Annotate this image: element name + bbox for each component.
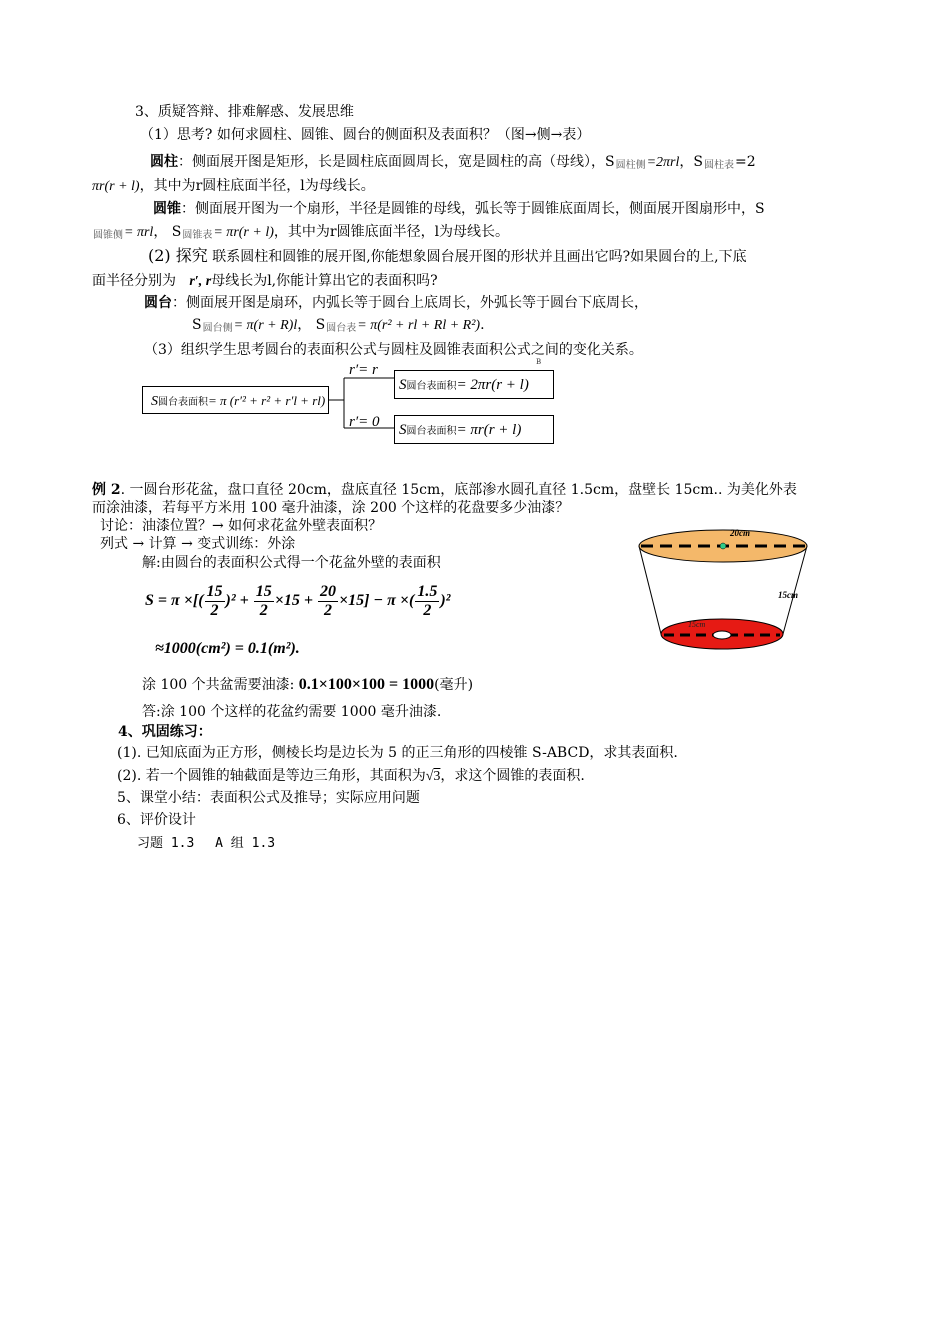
example-2-formula-1: [145, 580, 450, 622]
formula-eq: = π ×[(: [157, 592, 204, 609]
top-diameter-label: 20cm: [730, 528, 750, 538]
frustum-end: .: [480, 317, 485, 333]
formula-p4: )²: [440, 592, 451, 609]
cylinder-side-formula: =2πrl: [646, 155, 680, 170]
cone-label: 圆锥: [153, 201, 181, 217]
question-1: （1）思考? 如何求圆柱、圆锥、圆台的侧面积及表面积？（图→侧→表）: [140, 127, 591, 143]
diagram-top-formula: = 2πr(r + l): [456, 377, 529, 393]
example-2-discuss: 讨论：油漆位置？→ 如何求花盆外壁表面积？: [100, 518, 383, 534]
sqrt-symbol: √3: [425, 769, 441, 784]
cylinder-total-formula: πr(r + l): [92, 179, 140, 194]
fraction-4-den: 2: [423, 601, 432, 619]
example-2-answer: 答:涂 100 个这样的花盆约需要 1000 毫升油漆.: [142, 704, 442, 720]
cylinder-side-sub: 圆柱侧: [615, 160, 646, 171]
question-2-line2-a: 面半径分别为: [92, 273, 176, 289]
frustum-mid: ， S: [297, 317, 326, 333]
example-2-line-2: 而涂油漆，若每平方米用 100 毫升油漆，涂 200 个这样的花盘要多少油漆？: [92, 500, 570, 516]
diagram-tiny-mark: B: [536, 358, 542, 366]
diagram-top-s: S: [399, 377, 407, 393]
pot-left-edge: [639, 546, 661, 634]
question-2-line2-b: 母线长为l,你能计算出它的表面积吗?: [211, 273, 438, 289]
formula-p2: ×15 +: [274, 592, 318, 609]
cone-line-1: [153, 199, 765, 219]
diagram-cone-formula-box: [394, 415, 554, 444]
cylinder-total-sub: 圆柱表: [704, 160, 734, 171]
question-2-line-2: [92, 271, 438, 292]
diagram-bottom-formula: = πr(r + l): [456, 422, 522, 438]
paint-formula: 0.1×100×100 = 1000: [298, 676, 435, 693]
fraction-2-den: 2: [259, 601, 268, 619]
pot-top-center: [720, 543, 726, 549]
frustum-label: 圆台: [144, 295, 172, 311]
formula-s: S: [145, 592, 154, 609]
bottom-diameter-label: 15cm: [688, 620, 706, 629]
cone-total-formula: = πr(r + l): [213, 225, 274, 240]
section-4-title: 4、巩固练习：: [118, 724, 212, 740]
diagram-top-condition: r′= r: [349, 362, 378, 378]
frustum-side-sub: 圆台侧: [202, 323, 233, 334]
question-2-label: (2) 探究: [148, 246, 208, 265]
cone-side-formula: = πrl: [124, 225, 154, 240]
cylinder-mid: ，S: [679, 154, 703, 170]
example-2-solution: 解:由圆台的表面积公式得一个花盆外壁的表面积: [142, 555, 441, 571]
cylinder-line-2: [92, 176, 375, 197]
sqrt-value: 3: [433, 769, 441, 784]
cone-total-sub: 圆锥表: [182, 230, 213, 241]
question-2-var: r′, r: [189, 274, 212, 289]
cone-tail: ，其中为r圆锥底面半径，l为母线长。: [273, 224, 510, 240]
cylinder-tail: ，其中为r圆柱底面半径，l为母线长。: [139, 178, 375, 194]
exercise-2-a: (2). 若一个圆锥的轴截面是等边三角形，其面积为: [117, 768, 426, 784]
question-2-text: 联系圆柱和圆锥的展开图,你能想象圆台展开图的形状并且画出它吗?如果圆台的上,下底: [207, 249, 747, 265]
example-2-line-1: [92, 480, 797, 500]
question-3: （3）组织学生思考圆台的表面积公式与圆柱及圆锥表面积公式之间的变化关系。: [144, 342, 643, 358]
frustum-total-sub: 圆台表: [326, 323, 357, 334]
frustum-total-formula: = π(r² + rl + Rl + R²): [357, 318, 481, 333]
cylinder-eq: =2: [735, 154, 756, 170]
cone-side-sub: 圆锥侧: [93, 230, 123, 241]
cone-line-2: [92, 222, 509, 246]
diagram-frustum-formula-box: [142, 386, 329, 414]
formula-p3: ×15] − π ×(: [339, 592, 415, 609]
frustum-s: S: [192, 317, 202, 333]
question-2-line-1: [148, 246, 747, 267]
fraction-1: [205, 583, 225, 620]
paint-text: 涂 100 个共盆需要油漆:: [142, 677, 295, 693]
section-5-title: 5、课堂小结：表面积公式及推导；实际应用问题: [117, 790, 420, 806]
diagram-bottom-s: S: [399, 422, 407, 438]
diagram-bottom-sub: 圆台表面积: [406, 426, 457, 437]
paint-unit: (毫升): [434, 677, 474, 693]
example-2-formula-2: ≈1000(cm²) = 0.1(m²).: [155, 640, 300, 657]
diagram-cylinder-formula-box: [394, 370, 554, 399]
cone-mid: ， S: [153, 224, 182, 240]
exercise-2-b: ，求这个圆锥的表面积.: [440, 768, 585, 784]
frustum-side-formula: = π(r + R)l: [233, 318, 298, 333]
example-2-text-1: . 一圆台形花盆，盘口直径 20cm，盘底直径 15cm，底部渗水圆孔直径 1.5cm，盘壁长 15cm.. 为美化外表: [120, 482, 797, 498]
fraction-3-den: 2: [324, 601, 333, 619]
fraction-4-num: 1.5: [417, 582, 438, 600]
exercise-2: [117, 766, 585, 787]
flower-pot-figure: [630, 520, 815, 660]
fraction-3: [318, 583, 338, 620]
fraction-3-num: 20: [320, 582, 337, 600]
frustum-line-2: [192, 315, 485, 339]
example-2-paint-line: [142, 675, 473, 695]
diagram-left-s: S: [151, 394, 158, 409]
exercise-1: (1). 已知底面为正方形，侧棱长均是边长为 5 的正三角形的四棱锥 S-ABCD，求其表面积.: [117, 745, 678, 761]
cylinder-line-1: [150, 152, 756, 176]
section-3-title: 3、质疑答辩、排难解惑、发展思维: [135, 104, 354, 120]
frustum-desc: ：侧面展开图是扇环，内弧长等于圆台上底周长，外弧长等于圆台下底周长，: [172, 295, 648, 311]
formula-p1: )² +: [225, 592, 253, 609]
fraction-4: [415, 583, 439, 620]
fraction-1-num: 15: [206, 582, 223, 600]
diagram-left-sub: 圆台表面积: [158, 397, 208, 408]
fraction-1-den: 2: [210, 601, 219, 619]
fraction-2-num: 15: [255, 582, 272, 600]
side-length-label: 15cm: [778, 590, 798, 600]
drain-hole: [713, 631, 731, 639]
cylinder-desc: ：侧面展开图是矩形，长是圆柱底面圆周长，宽是圆柱的高（母线），S: [178, 154, 615, 170]
frustum-line-1: [144, 293, 648, 313]
homework: 习题 1.3 A 组 1.3: [137, 836, 276, 851]
cylinder-label: 圆柱: [150, 154, 178, 170]
diagram-top-sub: 圆台表面积: [406, 381, 457, 392]
example-2-steps: 列式 → 计算 → 变式训练：外涂: [100, 536, 296, 552]
example-2-label: 例 2: [92, 482, 121, 498]
section-6-title: 6、评价设计: [117, 812, 196, 828]
fraction-2: [254, 583, 274, 620]
diagram-bottom-condition: r′= 0: [349, 414, 380, 430]
cone-desc: ：侧面展开图为一个扇形，半径是圆锥的母线，弧长等于圆锥底面周长，侧面展开图扇形中，S: [181, 201, 765, 217]
diagram-left-formula: = π (r′² + r² + r′l + rl): [208, 393, 326, 408]
